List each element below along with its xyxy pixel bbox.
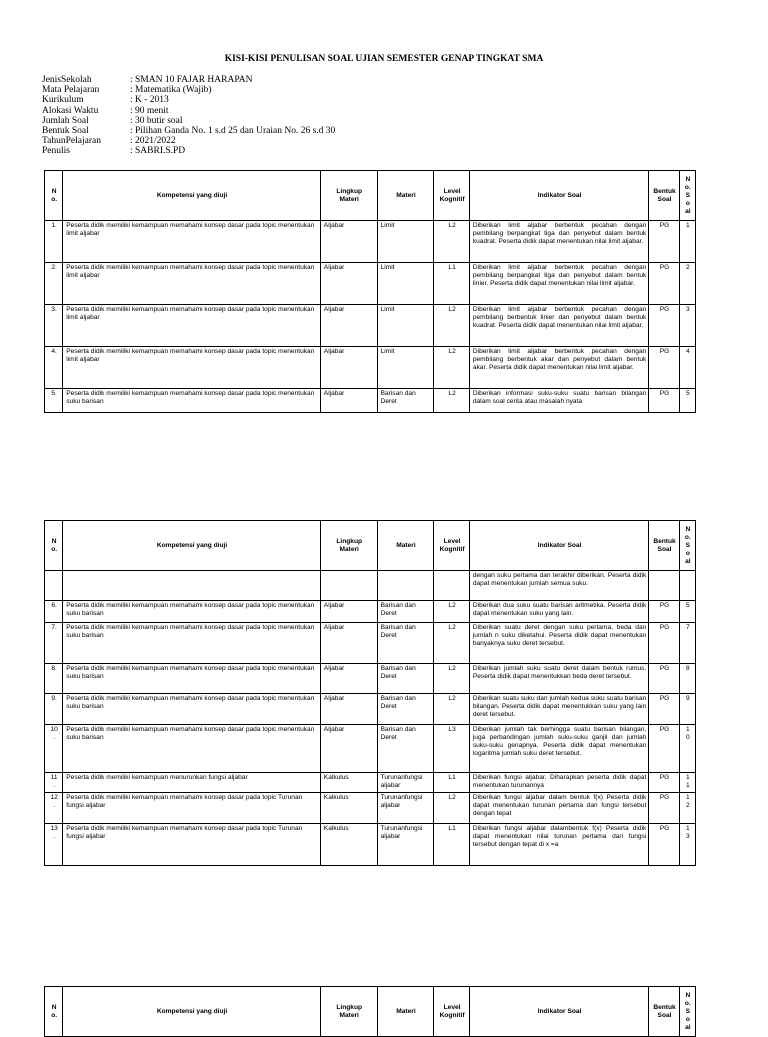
cell-lingkup: Aljabar <box>320 389 377 413</box>
header-indikator: Indikator Soal <box>469 521 648 571</box>
meta-value: : SMAN 10 FAJAR HARAPAN <box>130 75 253 85</box>
cell-kompetensi: Peserta didik memiliki kemampuan memahami konsep dasar pada topic menentukan suku barisan <box>63 601 321 623</box>
cell-lingkup: Aljabar <box>320 623 377 664</box>
cell-indikator: Diberikan limit aljabar berbentuk pecahan dengan pembilang berbentuk akar dan penyebut dalam bentuk akar. Peserta didik dapat menentukan nilai limit aljabar. <box>469 347 648 389</box>
cell-level: L2 <box>434 347 469 389</box>
cell-bentuk: PG <box>649 664 679 694</box>
header-level: Level Kognitif <box>434 171 469 221</box>
cell-materi: Barisan dan Deret <box>377 725 434 773</box>
cell-lingkup: Aljabar <box>320 694 377 725</box>
cell-no: 7. <box>45 623 63 664</box>
cell-no <box>45 571 63 601</box>
header-materi: Materi <box>377 521 434 571</box>
meta-row <box>42 116 335 126</box>
cell-level: L2 <box>434 793 469 824</box>
cell-indikator: Diberikan fungsi aljabar dalambentuk f(x) Peserta didik dapat menentukan nilai turunan pertama dari fungsi tersebut dengan tepat di x =a <box>469 824 648 866</box>
table-row <box>45 221 696 263</box>
header-no: N o. <box>45 171 63 221</box>
cell-indikator: Diberikan fungsi aljabar dalam bentuk f(x) Peserta didik dapat menentukan turunan pertama dari fungsi tersebut dengan tepat <box>469 793 648 824</box>
table-row <box>45 601 696 623</box>
header-nosoal: N o. S o al <box>679 521 695 571</box>
cell-lingkup: Kalkulus <box>320 824 377 866</box>
cell-level: L2 <box>434 623 469 664</box>
header-indikator: Indikator Soal <box>469 987 648 1037</box>
meta-key: Kurikulum <box>42 95 84 106</box>
cell-level: L1 <box>434 263 469 305</box>
cell-kompetensi: Peserta didik memiliki kemampuan memahami konsep dasar pada topic menentukan suku barisan <box>63 623 321 664</box>
cell-bentuk: PG <box>649 824 679 866</box>
cell-nosoal: 3 <box>679 305 695 347</box>
cell-materi <box>377 571 434 601</box>
header-indikator: Indikator Soal <box>469 171 648 221</box>
cell-nosoal: 9 <box>679 694 695 725</box>
cell-nosoal: 7 <box>679 623 695 664</box>
header-nosoal: N o. S o al <box>679 171 695 221</box>
cell-bentuk: PG <box>649 623 679 664</box>
cell-level: L1 <box>434 773 469 793</box>
cell-bentuk: PG <box>649 694 679 725</box>
header-level: Level Kognitif <box>434 521 469 571</box>
cell-kompetensi: Peserta didik memiliki kemampuan memahami konsep dasar pada topic menentukan limit aljabar <box>63 221 321 263</box>
cell-kompetensi: Peserta didik memiliki kemampuan memahami konsep dasar pada topic Turunan fungsi aljabar <box>63 793 321 824</box>
cell-kompetensi: Peserta didik memiliki kemampuan memahami konsep dasar pada topic menentukan suku barisan <box>63 389 321 413</box>
cell-materi: Turunanfungsi aljabar <box>377 793 434 824</box>
cell-lingkup: Kalkulus <box>320 793 377 824</box>
cell-indikator: Diberikan suatu deret dengan suku pertama, beda dan jumlah n suku diketahui. Peserta didik dapat menentukan banyaknya suku deret tersebut. <box>469 623 648 664</box>
table-header-row <box>45 171 696 221</box>
header-lingkup: Lingkup Materi <box>320 171 377 221</box>
cell-indikator: dengan suku pertama dan terakhir diberikan. Peserta didik dapat menentukan jumlah semua suku. <box>469 571 648 601</box>
cell-lingkup <box>320 571 377 601</box>
table-row <box>45 793 696 824</box>
cell-nosoal: 8 <box>679 664 695 694</box>
table-row <box>45 773 696 793</box>
cell-kompetensi <box>63 571 321 601</box>
cell-no: 8. <box>45 664 63 694</box>
cell-level: L2 <box>434 221 469 263</box>
cell-kompetensi: Peserta didik memiliki kemampuan memahami konsep dasar pada topic menentukan limit aljabar <box>63 305 321 347</box>
kisi-table-1 <box>44 170 696 413</box>
cell-level: L1 <box>434 824 469 866</box>
cell-indikator: Diberikan dua suku suatu barisan aritmetika. Peserta didik dapat menentukan suku yang lain. <box>469 601 648 623</box>
cell-materi: Limit <box>377 221 434 263</box>
document-title: KISI-KISI PENULISAN SOAL UJIAN SEMESTER GENAP TINGKAT SMA <box>224 54 544 64</box>
table-row <box>45 694 696 725</box>
meta-key: Alokasi Waktu <box>42 105 99 116</box>
table-row <box>45 725 696 773</box>
cell-level: L2 <box>434 305 469 347</box>
cell-indikator: Diberikan jumlah tak berhingga suatu barisan bilangan, juga perbandingan jumlah suku-suku ganjil dan jumlah suku-suku genapnya. Peserta didik dapat menentukan logaritma jumlah suku deret tersebut. <box>469 725 648 773</box>
cell-level: L2 <box>434 694 469 725</box>
cell-no: 13 . <box>45 824 63 866</box>
meta-key: Jumlah Soal <box>42 115 89 126</box>
cell-no: 6. <box>45 601 63 623</box>
cell-materi: Barisan dan Deret <box>377 694 434 725</box>
table-row <box>45 664 696 694</box>
meta-row <box>42 85 335 95</box>
header-lingkup: Lingkup Materi <box>320 521 377 571</box>
table-row <box>45 347 696 389</box>
cell-bentuk: PG <box>649 389 679 413</box>
header-no: N o. <box>45 987 63 1037</box>
cell-no: 3. <box>45 305 63 347</box>
cell-indikator: Diberikan suatu suku dan jumlah kedua suku suatu barisan bilangan. Peserta didik dapat menentukkan suku yang lain deret tersebut. <box>469 694 648 725</box>
cell-nosoal: 2 <box>679 263 695 305</box>
cell-lingkup: Aljabar <box>320 601 377 623</box>
cell-nosoal: 1 1 <box>679 773 695 793</box>
table-row <box>45 571 696 601</box>
cell-kompetensi: Peserta didik memiliki kemampuan memahami konsep dasar pada topic menentukan suku barisan <box>63 725 321 773</box>
cell-bentuk: PG <box>649 725 679 773</box>
cell-kompetensi: Peserta didik memiliki kemampuan memahami konsep dasar pada topic menentukan suku barisan <box>63 664 321 694</box>
cell-no: 9. <box>45 694 63 725</box>
header-level: Level Kognitif <box>434 987 469 1037</box>
cell-no: 12 . <box>45 793 63 824</box>
cell-bentuk: PG <box>649 347 679 389</box>
cell-indikator: Diberikan limit aljabar berbentuk pecahan dengan pembilang berpangkat tiga dan penyebut dalam bentuk linier. Peserta didik dapat menentukan nilai limit aljabar. <box>469 263 648 305</box>
cell-level <box>434 571 469 601</box>
header-materi: Materi <box>377 171 434 221</box>
cell-indikator: Diberikan limit aljabar berbentuk pecahan dengan pembilang berpangkat tiga dan penyebut dalam bentuk kuadrat. Peserta didik dapat menentukan nilai limit aljabar. <box>469 221 648 263</box>
meta-row <box>42 75 335 85</box>
header-bentuk: Bentuk Soal <box>649 171 679 221</box>
table-row <box>45 389 696 413</box>
meta-row <box>42 136 335 146</box>
header-kompetensi: Kompetensi yang diuji <box>63 987 321 1037</box>
kisi-table-3 <box>44 986 696 1037</box>
meta-value: : Pilihan Ganda No. 1 s.d 25 dan Uraian No. 26 s.d 30 <box>130 126 336 137</box>
meta-value: : 30 butir soal <box>130 115 183 126</box>
cell-materi: Limit <box>377 347 434 389</box>
cell-bentuk: PG <box>649 793 679 824</box>
header-kompetensi: Kompetensi yang diuji <box>63 171 321 221</box>
cell-materi: Barisan dan Deret <box>377 389 434 413</box>
cell-bentuk: PG <box>649 263 679 305</box>
cell-bentuk: PG <box>649 305 679 347</box>
header-lingkup: Lingkup Materi <box>320 987 377 1037</box>
cell-kompetensi: Peserta didik memiliki kemampuan memahami konsep dasar pada topic menentukan limit aljabar <box>63 347 321 389</box>
meta-row <box>42 146 335 156</box>
cell-materi: Barisan dan Deret <box>377 623 434 664</box>
meta-value: : 2021/2022 <box>130 136 176 147</box>
meta-row <box>42 126 335 136</box>
cell-materi: Barisan dan Deret <box>377 601 434 623</box>
cell-bentuk <box>649 571 679 601</box>
cell-lingkup: Kalkulus <box>320 773 377 793</box>
header-bentuk: Bentuk Soal <box>649 521 679 571</box>
kisi-table-2 <box>44 520 696 866</box>
table-header-row <box>45 521 696 571</box>
cell-indikator: Diberikan limit aljabar berbentuk pecahan dengan pembilang berbentuk linier dan penyebut dalam bentuk kuadrat. Peserta didik dapat menentukan nilai limit aljabar. <box>469 305 648 347</box>
cell-materi: Limit <box>377 305 434 347</box>
cell-nosoal: 1 3 <box>679 824 695 866</box>
meta-key: Mata Pelajaran <box>42 85 100 96</box>
cell-kompetensi: Peserta didik memiliki kemampuan menurunkan fungsi aljabar <box>63 773 321 793</box>
cell-nosoal: 5 <box>679 389 695 413</box>
header-bentuk: Bentuk Soal <box>649 987 679 1037</box>
table-row <box>45 263 696 305</box>
meta-key: JenisSekolah <box>42 75 92 85</box>
cell-lingkup: Aljabar <box>320 347 377 389</box>
cell-kompetensi: Peserta didik memiliki kemampuan memahami konsep dasar pada topic Turunan fungsi aljabar <box>63 824 321 866</box>
header-kompetensi: Kompetensi yang diuji <box>63 521 321 571</box>
cell-lingkup: Aljabar <box>320 725 377 773</box>
cell-kompetensi: Peserta didik memiliki kemampuan memahami konsep dasar pada topic menentukan limit aljabar <box>63 263 321 305</box>
cell-lingkup: Aljabar <box>320 221 377 263</box>
cell-level: L3 <box>434 725 469 773</box>
cell-nosoal: 5 <box>679 601 695 623</box>
meta-value: : K - 2013 <box>130 95 169 106</box>
meta-row <box>42 106 335 116</box>
header-nosoal: N o. S o al <box>679 987 695 1037</box>
cell-no: 11 . <box>45 773 63 793</box>
meta-value: : Matematika (Wajib) <box>130 85 212 96</box>
cell-nosoal: 4 <box>679 347 695 389</box>
cell-bentuk: PG <box>649 221 679 263</box>
cell-indikator: Diberikan fungsi aljabar. Diharapkan peserta didik dapat menentukan turunannya <box>469 773 648 793</box>
cell-materi: Turunanfungsi aljabar <box>377 824 434 866</box>
cell-nosoal <box>679 571 695 601</box>
header-no: N o. <box>45 521 63 571</box>
table-row <box>45 305 696 347</box>
cell-no: 1. <box>45 221 63 263</box>
cell-no: 10 . <box>45 725 63 773</box>
cell-lingkup: Aljabar <box>320 664 377 694</box>
cell-indikator: Diberikan jumlah suku suatu deret dalam bentuk rumus. Peserta didik dapat menentukkan beda deret tersebut. <box>469 664 648 694</box>
header-materi: Materi <box>377 987 434 1037</box>
meta-key: Bentuk Soal <box>42 126 89 137</box>
cell-nosoal: 1 0 <box>679 725 695 773</box>
table-header-row <box>45 987 696 1037</box>
cell-kompetensi: Peserta didik memiliki kemampuan memahami konsep dasar pada topic menentukan suku barisan <box>63 694 321 725</box>
cell-bentuk: PG <box>649 601 679 623</box>
document-meta <box>42 75 335 157</box>
cell-materi: Limit <box>377 263 434 305</box>
cell-lingkup: Aljabar <box>320 305 377 347</box>
cell-level: L2 <box>434 601 469 623</box>
meta-value: : 90 menit <box>130 105 169 116</box>
table-row <box>45 824 696 866</box>
cell-level: L2 <box>434 664 469 694</box>
cell-bentuk: PG <box>649 773 679 793</box>
cell-lingkup: Aljabar <box>320 263 377 305</box>
cell-indikator: Diberikan informasi suku-suku suatu barisan bilangan dalam soal cerita atau masalah nyata <box>469 389 648 413</box>
cell-level: L2 <box>434 389 469 413</box>
meta-value: : SABRI.S.PD <box>130 146 186 157</box>
cell-nosoal: 1 <box>679 221 695 263</box>
cell-no: 4. <box>45 347 63 389</box>
meta-row <box>42 95 335 105</box>
cell-materi: Turunanfungsi aljabar <box>377 773 434 793</box>
cell-no: 5. <box>45 389 63 413</box>
table-row <box>45 623 696 664</box>
cell-nosoal: 1 2 <box>679 793 695 824</box>
meta-key: Penulis <box>42 146 70 157</box>
cell-materi: Barisan dan Deret <box>377 664 434 694</box>
cell-no: 2. <box>45 263 63 305</box>
meta-key: TahunPelajaran <box>42 136 101 147</box>
